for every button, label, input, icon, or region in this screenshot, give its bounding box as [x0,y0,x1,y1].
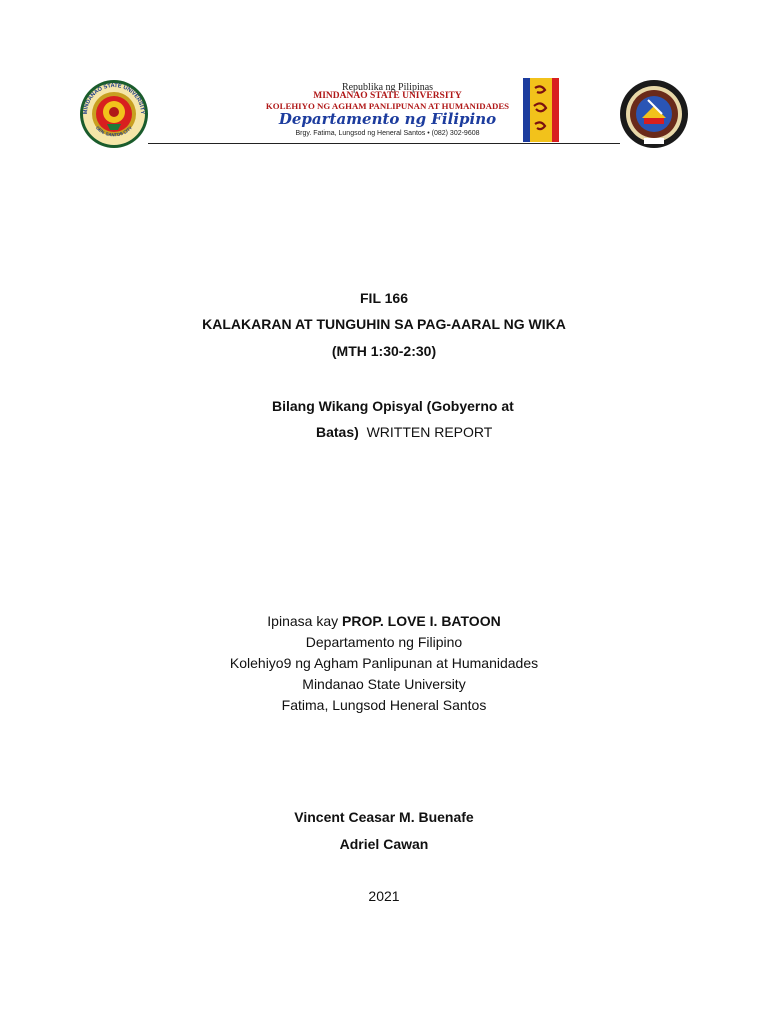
svg-text:GEN. SANTOS CITY [95,125,133,137]
left-seal-lettering [78,78,150,150]
year: 2021 [368,888,400,904]
submitted-to-university: Mindanao State University [302,676,466,692]
professor-name: PROP. LOVE I. BATOON [342,613,501,629]
header-republic: Republika ng Pilipinas [341,82,434,93]
submitted-to-department: Departamento ng Filipino [305,634,463,650]
course-title: KALAKARAN AT TUNGUHIN SA PAG-AARAL NG WIKA [202,316,566,332]
course-code: FIL 166 [360,290,408,306]
left-seal-text: MINDANAO STATE UNIVERSITY [82,82,146,115]
course-schedule: (MTH 1:30-2:30) [331,343,437,359]
left-seal-subtext: GEN. SANTOS CITY [94,125,134,138]
baybayin-flag-icon [523,78,559,142]
submitted-to-line [0,613,768,629]
submitted-to-college: Kolehiyo9 ng Agham Panlipunan at Humanidades [229,655,539,671]
topic-line2-bold: Batas) [316,424,359,440]
author-1: Vincent Ceasar M. Buenafe [294,809,474,825]
author-2: Adriel Cawan [339,836,429,852]
header-department: Departamento ng Filipino [278,110,497,128]
topic-line1: Bilang Wikang Opisyal (Gobyerno at [272,398,514,414]
header-divider [148,143,620,144]
submitted-to-address: Fatima, Lungsod Heneral Santos [281,697,487,713]
topic-report-type: WRITTEN REPORT [366,424,493,440]
svg-text:MINDANAO STATE UNIVERSITY [83,83,145,115]
header-address: Brgy. Fatima, Lungsod ng Heneral Santos • (082) 302-9608 [295,130,480,137]
right-department-seal-icon [618,78,690,150]
submitted-to-prefix: Ipinasa kay [267,613,339,629]
header-college: KOLEHIYO NG AGHAM PANLIPUNAN AT HUMANIDADES [265,101,510,111]
header-university: MINDANAO STATE UNIVERSITY [313,91,462,101]
topic-line2 [316,424,492,440]
